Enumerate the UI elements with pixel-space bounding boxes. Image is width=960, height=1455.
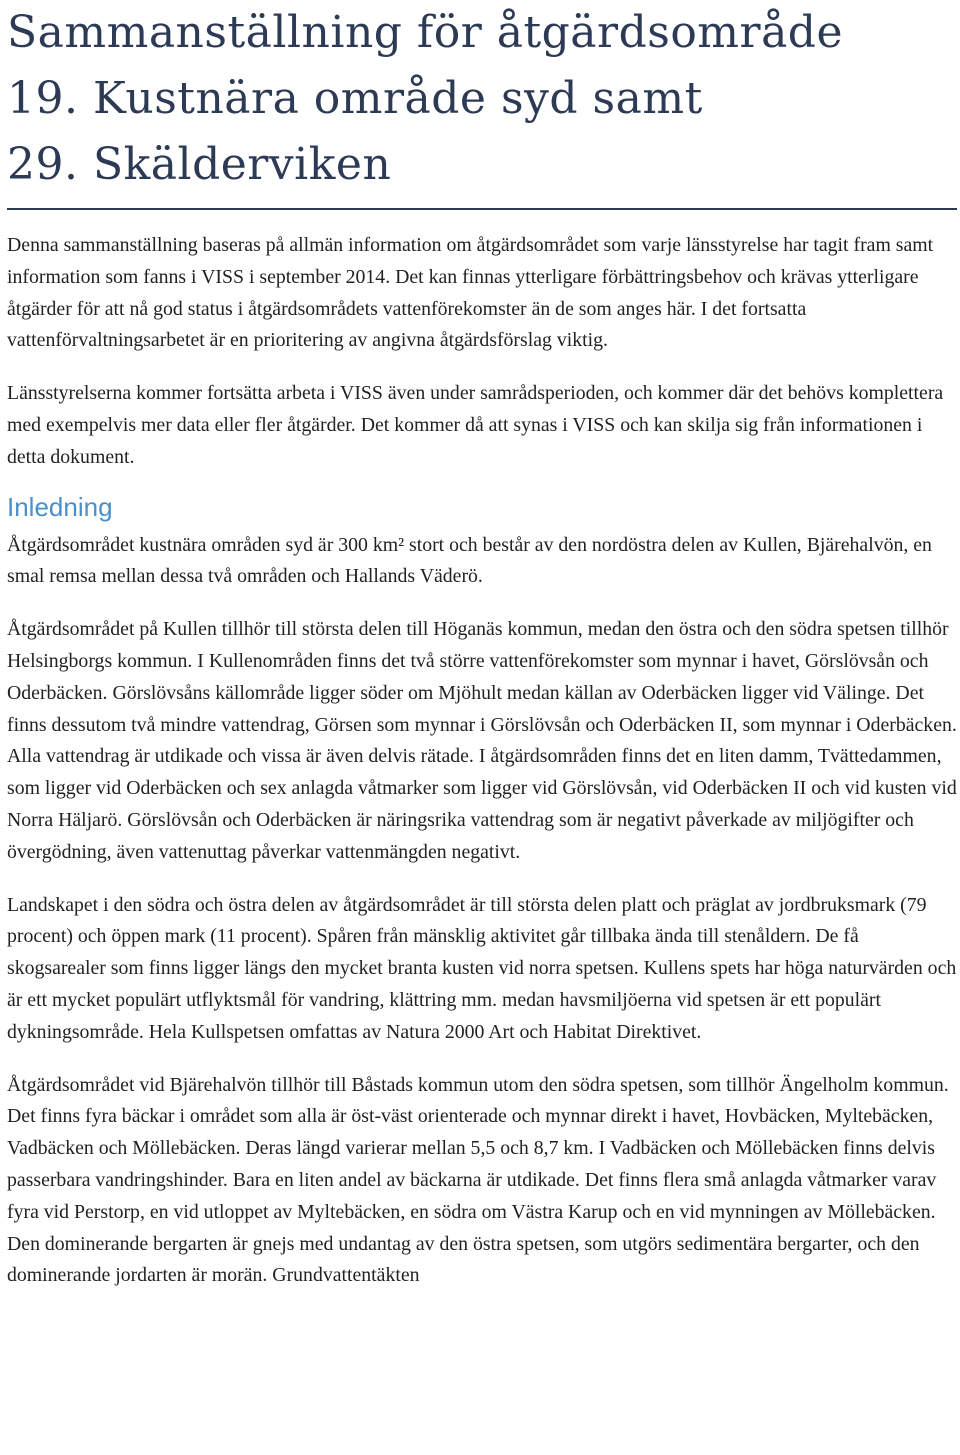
title-divider [7,208,957,210]
section-paragraph-4: Åtgärdsområdet vid Bjärehalvön tillhör till Båstads kommun utom den södra spetsen, som tillhör Ängelholm kommun. Det finns fyra bäckar i området som alla är öst-väst orienterade och mynnar direkt i havet, Hovbäcken, Myltebäcken, Vadbäcken och Möllebäcken. Deras längd varierar mellan 5,5 och 8,7 km. I Vadbäcken och Möllebäcken finns delvis passerbara vandringshinder. Bara en liten andel av bäckarna är utdikade. Det finns flera små anlagda våtmarker varav fyra vid Perstorp, en vid utloppet av Myltebäcken, en södra om Västra Karup och en vid mynningen av Möllebäcken. Den dominerande bergarten är gnejs med undantag av den östra spetsen, som utgörs sedimentära bergarter, och den dominerande jordarten är morän. Grundvattentäkten [7,1073,949,1287]
intro-paragraph-1: Denna sammanställning baseras på allmän information om åtgärdsområdet som varje länsstyrelse har tagit fram samt information som fanns i VISS i september 2014. Det kan finnas ytterligare förbättringsbehov och krävas ytterligare åtgärder för att nå god status i åtgärdsområdets vattenförekomster än de som anges här. I det fortsatta vattenförvaltningsarbetet är en prioritering av angivna åtgärdsförslag viktig. [7,234,934,352]
title-line-3: 29. Skälderviken [7,139,392,190]
title-line-1: Sammanställning för åtgärdsområde [7,7,843,58]
intro-paragraph-2: Länsstyrelserna kommer fortsätta arbeta i VISS även under samrådsperioden, och kommer där det behövs komplettera med exempelvis mer data eller fler åtgärder. Det kommer då att synas i VISS och kan skilja sig från informationen i detta dokument. [7,382,944,468]
page-title [7,0,957,198]
section-heading: Inledning [7,491,113,522]
section-paragraph-1: Åtgärdsområdet kustnära områden syd är 300 km² stort och består av den nordöstra delen av Kullen, Bjärehalvön, en smal remsa mellan dessa två områden och Hallands Väderö. [7,533,932,588]
section-paragraph-2: Åtgärdsområdet på Kullen tillhör till största delen till Höganäs kommun, medan den östra och den södra spetsen tillhör Helsingborgs kommun. I Kullenområden finns det två större vattenförekomster som mynnar i havet, Görslövsån och Oderbäcken. Görslövsåns källområde ligger söder om Mjöhult medan källan av Oderbäcken ligger vid Välinge. Det finns dessutom två mindre vattendrag, Görsen som mynnar i Görslövsån och Oderbäcken II, som mynnar i Oderbäcken. Alla vattendrag är utdikade och vissa är även delvis rätade. I åtgärdsområden finns det en liten damm, Tvättedammen, som ligger vid Oderbäcken och sex anlagda våtmarker som ligger vid Görslövsån, vid Oderbäcken II och vid kusten vid Norra Häljarö. Görslövsån och Oderbäcken är näringsrika vattendrag som är negativt påverkade av miljögifter och övergödning, även vattenuttag påverkar vattenmängden negativt. [7,618,957,863]
document-page [7,0,957,1292]
title-line-2: 19. Kustnära område syd samt [7,73,703,124]
section-paragraph-3: Landskapet i den södra och östra delen av åtgärdsområdet är till största delen platt och präglat av jordbruksmark (79 procent) och öppen mark (11 procent). Spåren från mänsklig aktivitet går tillbaka ända till stenåldern. De få skogsarealer som finns ligger längs den mycket branta kusten vid norra spetsen. Kullens spets har höga naturvärden och är ett mycket populärt utflyktsmål för vandring, klättring mm. medan havsmiljöerna vid spetsen är ett populärt dykningsområde. Hela Kullspetsen omfattas av Natura 2000 Art och Habitat Direktivet. [7,893,957,1043]
